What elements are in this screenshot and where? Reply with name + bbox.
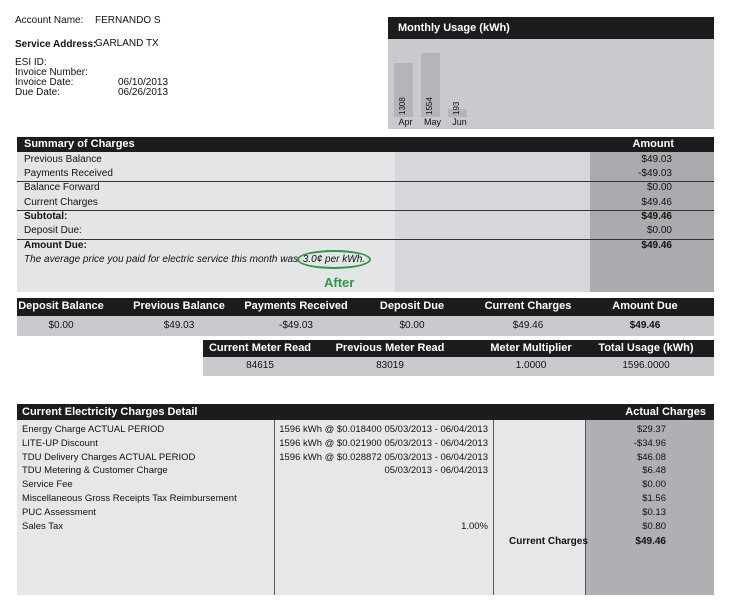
service-address-label: Service Address: (15, 39, 97, 50)
detail-row-info: 1596 kWh @ $0.018400 05/03/2013 - 06/04/2013 (279, 424, 488, 435)
invoice-date-label: Invoice Date: (15, 77, 74, 88)
summary-panel (17, 137, 714, 292)
summary-row-label: Deposit Due: (24, 225, 82, 236)
detail-actual-header: Actual Charges (625, 406, 706, 418)
detail-row-info: 1596 kWh @ $0.028872 05/03/2013 - 06/04/2013 (279, 451, 488, 463)
balances-table (17, 298, 714, 336)
average-price-prefix: The average price you paid for electric service this month was (24, 254, 301, 265)
meter-value-cell: 83019 (376, 360, 404, 371)
detail-row-amount: $0.13 (642, 506, 666, 518)
summary-row-label: Balance Forward (24, 182, 100, 193)
average-price-suffix: per kWh. (322, 254, 366, 265)
summary-row-label: Payments Received (24, 168, 113, 179)
usage-bar-value: 193 (452, 101, 461, 115)
detail-row-amount: -$34.96 (633, 437, 666, 449)
due-date-label: Due Date: (15, 87, 61, 98)
detail-row-name: TDU Metering & Customer Charge (22, 465, 168, 477)
detail-row-info: 1596 kWh @ $0.021900 05/03/2013 - 06/04/2013 (279, 437, 488, 449)
detail-row-amount: $1.56 (642, 493, 666, 504)
summary-row-value: $49.46 (641, 197, 672, 208)
detail-row-amount: $0.00 (642, 479, 666, 491)
account-name-value: FERNANDO S (95, 15, 161, 26)
detail-row-info: 1.00% (461, 520, 488, 532)
invoice-date-value: 06/10/2013 (118, 77, 169, 88)
summary-amount-header: Amount (632, 138, 674, 150)
detail-title: Current Electricity Charges Detail (22, 406, 198, 418)
summary-title: Summary of Charges (24, 138, 135, 150)
balances-value-cell: $49.46 (512, 320, 544, 331)
balances-header-cell: Amount Due (612, 300, 678, 312)
balances-header-cell: Deposit Due (379, 300, 445, 312)
detail-row-amount: $29.37 (636, 424, 666, 435)
balances-value-cell: -$49.03 (279, 320, 313, 331)
detail-row-amount: $0.80 (642, 520, 666, 532)
balances-header-cell: Previous Balance (133, 300, 225, 312)
balances-value-cell: $0.00 (48, 320, 74, 331)
balances-header-cell: Deposit Balance (18, 300, 104, 312)
summary-row-label: Current Charges (24, 197, 98, 208)
usage-bar-month: Jun (452, 117, 467, 127)
detail-header (17, 404, 714, 420)
summary-header (17, 137, 714, 152)
summary-row-value: $49.03 (641, 154, 672, 165)
after-annotation: After (324, 275, 355, 290)
usage-bar-month: Apr (398, 117, 413, 127)
summary-row-value: $0.00 (646, 225, 672, 236)
meter-value-cell: 1.0000 (515, 360, 547, 371)
service-address-value: GARLAND TX (95, 38, 159, 49)
meter-value-cell: 84615 (246, 360, 274, 371)
summary-row-value: $0.00 (646, 182, 672, 193)
meter-table (203, 340, 714, 376)
monthly-usage-panel (388, 17, 714, 129)
detail-row-name: PUC Assessment (22, 506, 96, 518)
detail-row-name: Energy Charge ACTUAL PERIOD (22, 424, 165, 435)
summary-row-label: Subtotal: (24, 211, 68, 222)
usage-bar-value: 1554 (425, 97, 434, 115)
invoice-number-label: Invoice Number: (15, 67, 88, 78)
balances-header-cell: Current Charges (484, 300, 572, 312)
summary-row-label: Amount Due: (24, 240, 87, 251)
detail-row-info: 05/03/2013 - 06/04/2013 (384, 465, 488, 477)
summary-row-value: -$49.03 (638, 168, 672, 179)
detail-row-amount: $6.48 (642, 465, 666, 477)
meter-header-cell: Current Meter Read (208, 342, 312, 354)
detail-row-name: Sales Tax (22, 520, 64, 532)
meter-header-cell: Previous Meter Read (335, 342, 445, 354)
due-date-value: 06/26/2013 (118, 87, 169, 98)
esi-id-label: ESI ID: (15, 57, 47, 68)
meter-header-cell: Total Usage (kWh) (598, 342, 694, 354)
summary-row-label: Previous Balance (24, 154, 102, 165)
current-charges-total-value: $49.46 (635, 536, 666, 547)
detail-row-name: LITE-UP Discount (22, 437, 98, 449)
summary-row-value: $49.46 (641, 240, 672, 251)
meter-value-cell: 1596.0000 (622, 360, 670, 371)
detail-row-name: Service Fee (22, 479, 73, 491)
balances-header-cell: Payments Received (244, 300, 348, 312)
average-price-highlight (297, 250, 371, 269)
balances-value-cell: $49.46 (629, 320, 661, 331)
usage-bar-value: 1308 (398, 97, 407, 115)
account-name-label: Account Name: (15, 15, 84, 26)
balances-value-cell: $0.00 (399, 320, 425, 331)
average-price-value: 3.0¢ (302, 254, 323, 265)
summary-row-value: $49.46 (641, 211, 672, 222)
average-price-text (24, 254, 367, 265)
current-charges-total-label: Current Charges (509, 536, 588, 547)
monthly-usage-title: Monthly Usage (kWh) (388, 17, 714, 39)
balances-value-cell: $49.03 (163, 320, 195, 331)
charges-detail-panel (17, 404, 714, 595)
detail-row-amount: $46.08 (636, 451, 666, 463)
usage-bar-month: May (423, 117, 441, 127)
detail-row-name: TDU Delivery Charges ACTUAL PERIOD (22, 451, 196, 463)
detail-row-name: Miscellaneous Gross Receipts Tax Reimbursement (22, 493, 237, 504)
meter-header-cell: Meter Multiplier (490, 342, 572, 354)
usage-bar-chart (388, 39, 714, 129)
